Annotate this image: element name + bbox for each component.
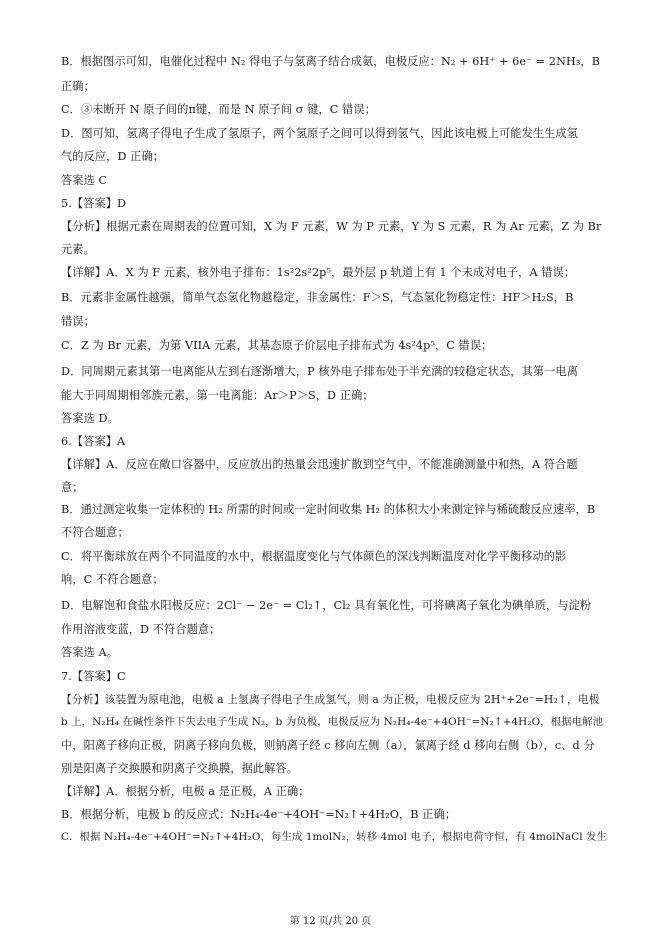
text-line: C．根据 N₂H₄-4e⁻+4OH⁻=N₂↑+4H₂O，每生成 1molN₂，转移 4mol 电子，根据电荷守恒，有 4molNaCl 发生 [61, 831, 608, 843]
page-number-footer: 第 12 页/共 20 页 [289, 916, 372, 927]
text-line: B．元素非金属性越强，简单气态氢化物越稳定，非金属性：F＞S，气态氢化物稳定性：HF＞H₂S，B [61, 291, 574, 304]
text-line: 答案选 C [61, 174, 108, 187]
text-line: C．Z 为 Br 元素，为第 VIIA 元素，其基态原子价层电子排布式为 4s²4p⁵，C 错误； [61, 339, 493, 352]
text-line: 【详解】A．X 为 F 元素，核外电子排布：1s²2s²2p⁵，最外层 p 轨道上有 1 个未成对电子，A 错误； [61, 266, 576, 279]
text-line: 能大于同周期相邻族元素，第一电离能：Ar＞P＞S，D 正确； [61, 389, 374, 402]
text-line: 元素。 [61, 243, 95, 256]
text-line: C．将平衡球放在两个不同温度的水中，根据温度变化与气体颜色的深浅判断温度对化学平衡移动的影 [61, 550, 567, 563]
text-line: 响，C 不符合题意； [61, 573, 164, 586]
text-line: 中，阳离子移向正极，阴离子移向负极，则钠离子经 c 移向左侧（a），氯离子经 d 移向右侧（b），c、d 分 [61, 739, 595, 752]
text-line: 错误； [61, 315, 95, 328]
question-answer-heading: 7.【答案】C [61, 670, 126, 683]
text-line: 【详解】A．反应在敞口容器中，反应放出的热量会迅速扩散到空气中，不能准确测量中和热，A 符合题 [61, 458, 578, 471]
text-line: D．同周期元素其第一电离能从左到右逐渐增大，P 核外电子排布处于半充满的较稳定状态，其第一电离 [61, 365, 579, 378]
text-line: 答案选 D。 [61, 412, 119, 425]
text-line: 不符合题意； [61, 526, 129, 539]
text-line: D．电解饱和食盐水阳极反应：2Cl⁻ − 2e⁻ = Cl₂↑，Cl₂ 具有氧化性，可将碘离子氧化为碘单质，与淀粉 [61, 599, 592, 612]
text-line: b 上，N₂H₄ 在碱性条件下失去电子生成 N₂，b 为负极，电极反应为 N₂H₄-4e⁻+4OH⁻=N₂↑+4H₂O，根据电解池 [61, 716, 604, 728]
text-line: 【分析】根据元素在周期表的位置可知，X 为 F 元素，W 为 P 元素，Y 为 S 元素，R 为 Ar 元素，Z 为 Br [61, 220, 602, 233]
text-line: 别是阳离子交换膜和阴离子交换膜，据此解答。 [61, 762, 299, 775]
text-line: B．通过测定收集一定体积的 H₂ 所需的时间或一定时间收集 H₂ 的体积大小来测定锌与稀硫酸反应速率，B [61, 503, 596, 516]
text-line: 【详解】A．根据分析，电极 a 是正极，A 正确； [61, 785, 310, 798]
text-line: 正确； [61, 80, 95, 93]
text-line: D．图可知，氢离子得电子生成了氢原子，两个氢原子之间可以得到氢气，因此该电极上可能发生生成氢 [61, 127, 579, 140]
text-line: C．③未断开 N 原子间的π键，而是 N 原子间 σ 键，C 错误； [61, 103, 376, 116]
text-line: B．根据分析，电极 b 的反应式：N₂H₄-4e⁻+4OH⁻=N₂↑+4H₂O，B 正确； [61, 808, 457, 821]
text-line: B．根据图示可知，电催化过程中 N₂ 得电子与氢离子结合成氨，电极反应：N₂ + 6H⁺ + 6e⁻ = 2NH₃，B [61, 55, 601, 68]
question-answer-heading: 6.【答案】A [61, 435, 126, 448]
text-line: 答案选 A。 [61, 646, 118, 659]
text-line: 意； [61, 481, 84, 494]
text-line: 气的反应，D 正确； [61, 150, 165, 163]
text-line: 作用溶液变蓝，D 不符合题意； [61, 623, 221, 636]
question-answer-heading: 5.【答案】D [61, 197, 127, 210]
text-line: 【分析】该装置为原电池，电极 a 上氢离子得电子生成氢气，则 a 为正极，电极反应为 2H⁺+2e⁻=H₂↑，电极 [61, 693, 600, 706]
